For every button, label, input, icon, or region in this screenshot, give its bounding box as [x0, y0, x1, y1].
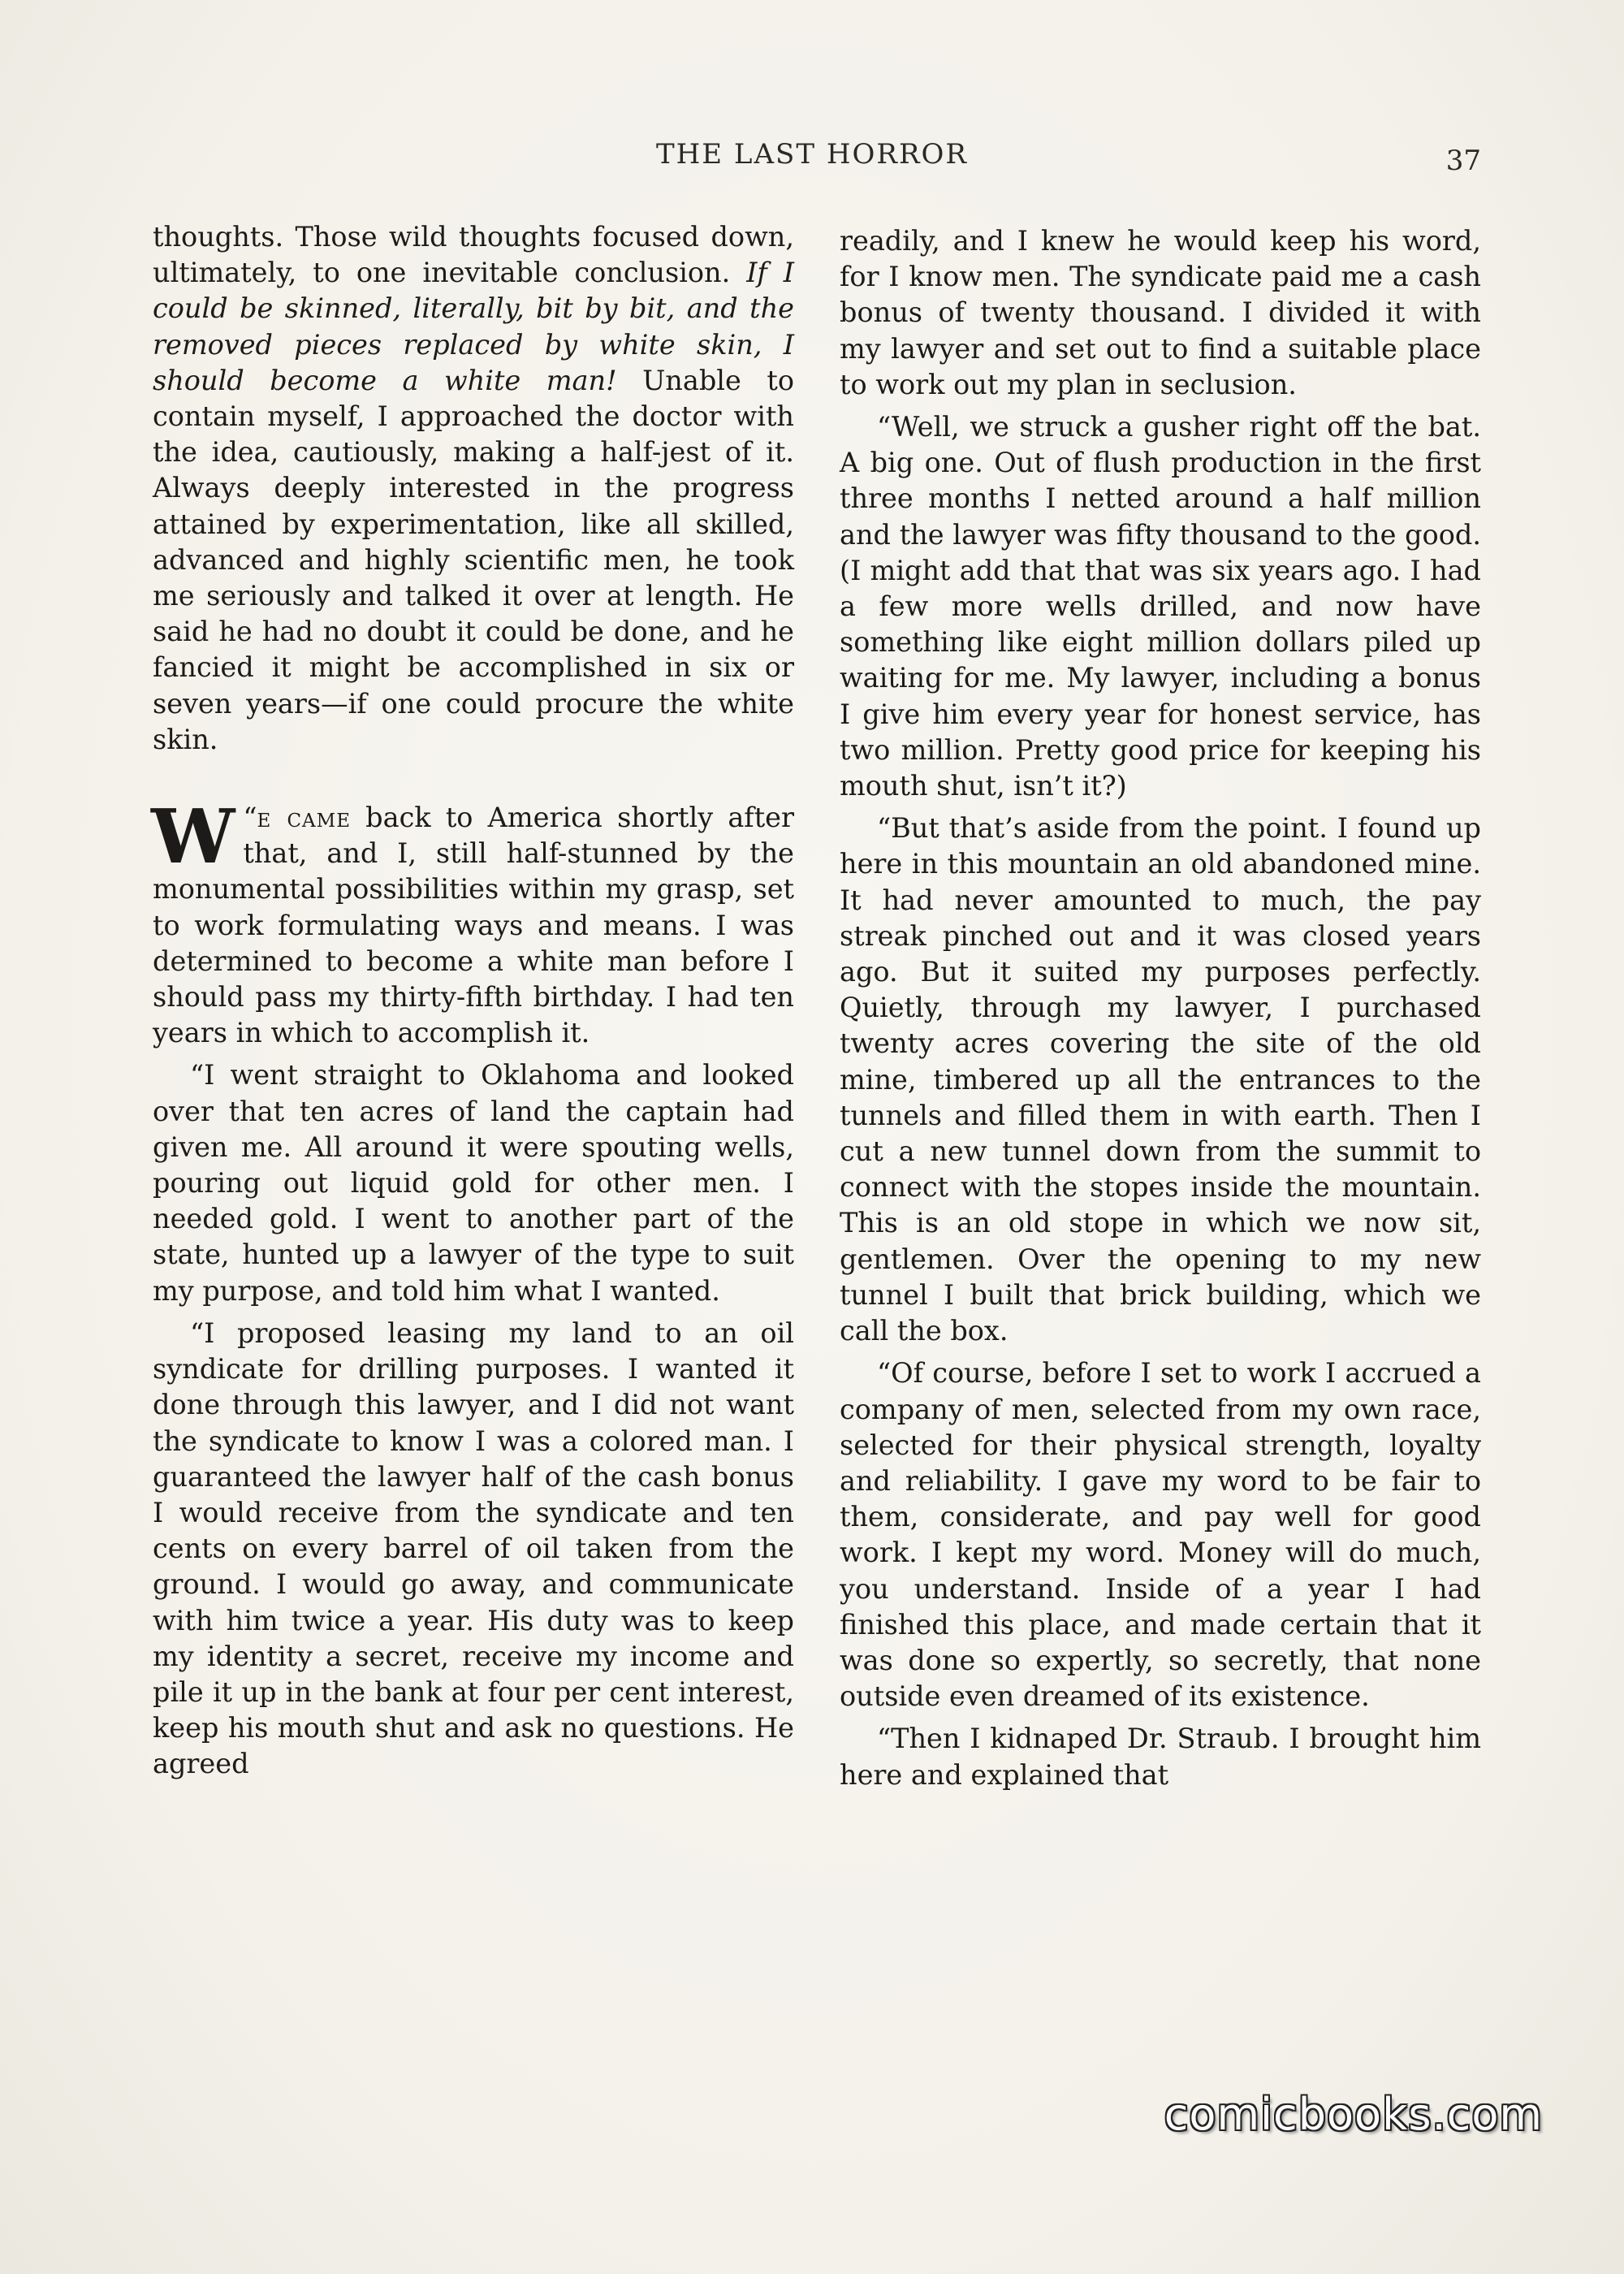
paragraph: “Then I kidnaped Dr. Straub. I brought him here and explained that	[840, 1723, 1481, 1791]
paragraph	[153, 219, 794, 758]
paragraph: “Of course, before I set to work I accrued a company of men, selected from my own race, selected for their physical strength, loyalty and reliability. I gave my word to be fair to them, considerate, and pay well for good work. I kept my word. Money will do much, you understand. Inside of a year I had finished this place, and made certain that it was done so expertly, so secretly, that none outside even dreamed of its existence.	[840, 1357, 1481, 1713]
left-text-column	[153, 219, 794, 1789]
section-start-paragraph	[151, 793, 794, 1051]
text-run: back to America shortly after that, and I, still half-stunned by the monumental possibilities within my grasp, set to work formulating ways and means. I was determined to become a white man before I should pass my thirty-fifth birthday. I had ten years in which to accomplish it.	[153, 802, 794, 1049]
open-quote: “	[243, 802, 257, 834]
running-head-title: THE LAST HORROR	[655, 138, 969, 171]
italic-text-run: If I could be skinned, literally, bit by bit, and the removed pieces replaced by white skin, I should become a white man!	[153, 257, 794, 396]
right-text-column	[840, 223, 1481, 1800]
paragraph: “I proposed leasing my land to an oil syndicate for drilling purposes. I wanted it done through this lawyer, and I did not want the syndicate to know I was a colored man. I guaranteed the lawyer half of the cash bonus I would receive from the syndicate and ten cents on every barrel of oil taken from the ground. I would go away, and communicate with him twice a year. His duty was to keep my identity a secret, receive my income and pile it up in the bank at four per cent interest, keep his mouth shut and ask no questions. He agreed	[153, 1316, 794, 1780]
site-watermark: comicbooks.com	[1164, 2089, 1543, 2140]
paragraph: readily, and I knew he would keep his word, for I know men. The syndicate paid me a cash bonus of twenty thousand. I divided it with my lawyer and set out to find a suitable place to work out my plan in seclusion.	[840, 225, 1481, 400]
paragraph: “But that’s aside from the point. I found up here in this mountain an old abandoned mine. It had never amounted to much, the pay streak pinched out and it was closed years ago. But it suited my purposes perfectly. Quietly, through my lawyer, I purchased twenty acres covering the site of the old mine, timbered up all the entrances to the tunnels and filled them in with earth. Then I cut a new tunnel down from the summit to connect with the stopes inside the mountain. This is an old stope in which we now sit, gentlemen. Over the opening to my new tunnel I built that brick building, which we call the box.	[840, 812, 1481, 1347]
small-caps-lead: e came	[257, 802, 351, 834]
text-run: thoughts. Those wild thoughts focused down, ultimately, to one inevitable conclusion.	[153, 221, 794, 289]
text-run: Unable to contain myself, I approached the doctor with the idea, cautiously, making a half-jest of it. Always deeply interested in the progress attained by experimentation, like all skilled, advanced and highly scientific men, he took me seriously and talked it over at length. He said he had no doubt it could be done, and he fancied it might be accomplished in six or seven years—if one could procure the white skin.	[153, 364, 794, 755]
paragraph: “Well, we struck a gusher right off the bat. A big one. Out of flush production in the first three months I netted around a half million and the lawyer was fifty thousand to the good. (I might add that that was six years ago. I had a few more wells drilled, and now have something like eight million dollars piled up waiting for me. My lawyer, including a bonus I give him every year for honest service, has two million. Pretty good price for keeping his mouth shut, isn’t it?)	[840, 411, 1481, 802]
page-number: 37	[1445, 145, 1481, 177]
drop-cap: W	[151, 793, 235, 881]
paragraph: “I went straight to Oklahoma and looked over that ten acres of land the captain had given me. All around it were spouting wells, pouring out liquid gold for other men. I needed gold. I went to another part of the state, hunted up a lawyer of the type to suit my purpose, and told him what I wanted.	[153, 1059, 794, 1307]
